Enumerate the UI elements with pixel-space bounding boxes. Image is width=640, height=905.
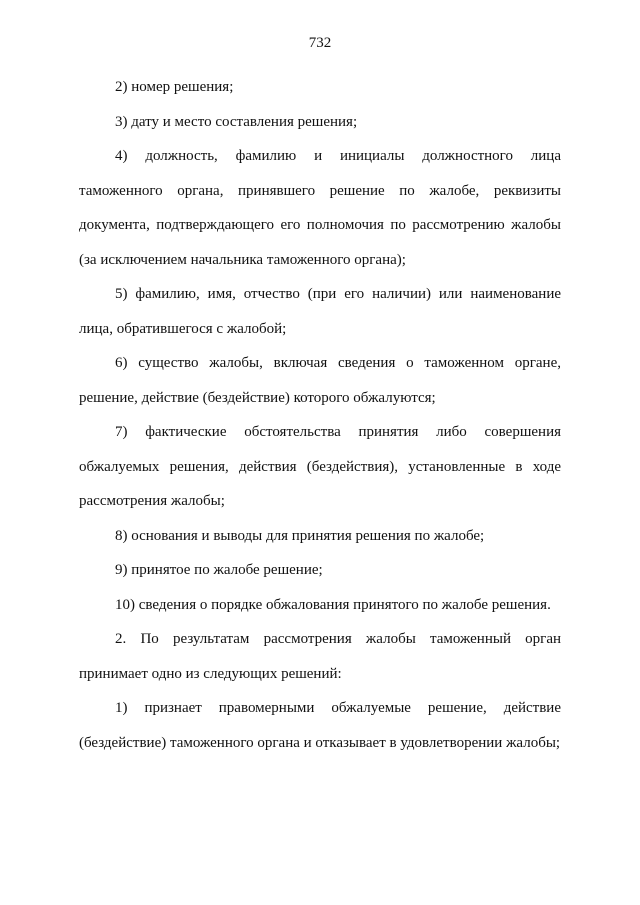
paragraph-item-5: 5) фамилию, имя, отчество (при его наличии) или наименование лица, обратившегося с жалобой;	[79, 286, 561, 337]
paragraph-item-2: 2) номер решения;	[115, 79, 234, 95]
document-body	[79, 70, 561, 760]
paragraph-item-9: 9) принятое по жалобе решение;	[115, 562, 323, 578]
paragraph-item-7: 7) фактические обстоятельства принятия либо совершения обжалуемых решения, действия (бездействия), установленные в ходе рассмотрения жалобы;	[79, 424, 561, 509]
paragraph-decision-1: 1) признает правомерными обжалуемые решение, действие (бездействие) таможенного органа и отказывает в удовлетворении жалобы;	[79, 700, 561, 751]
paragraph-item-3: 3) дату и место составления решения;	[115, 113, 358, 130]
paragraph-item-8: 8) основания и выводы для принятия решения по жалобе;	[115, 527, 485, 544]
paragraph-item-4: 4) должность, фамилию и инициалы должностного лица таможенного органа, принявшего решение по жалобе, реквизиты документа, подтверждающего его полномочия по рассмотрению жалобы (за исключением начальника таможенного органа);	[79, 148, 561, 268]
paragraph-item-6: 6) существо жалобы, включая сведения о таможенном органе, решение, действие (бездействие) которого обжалуются;	[79, 355, 561, 406]
paragraph-item-10: 10) сведения о порядке обжалования принятого по жалобе решения.	[115, 596, 551, 613]
page-number: 732	[308, 35, 332, 51]
paragraph-section-2: 2. По результатам рассмотрения жалобы таможенный орган принимает одно из следующих решений:	[79, 631, 561, 682]
